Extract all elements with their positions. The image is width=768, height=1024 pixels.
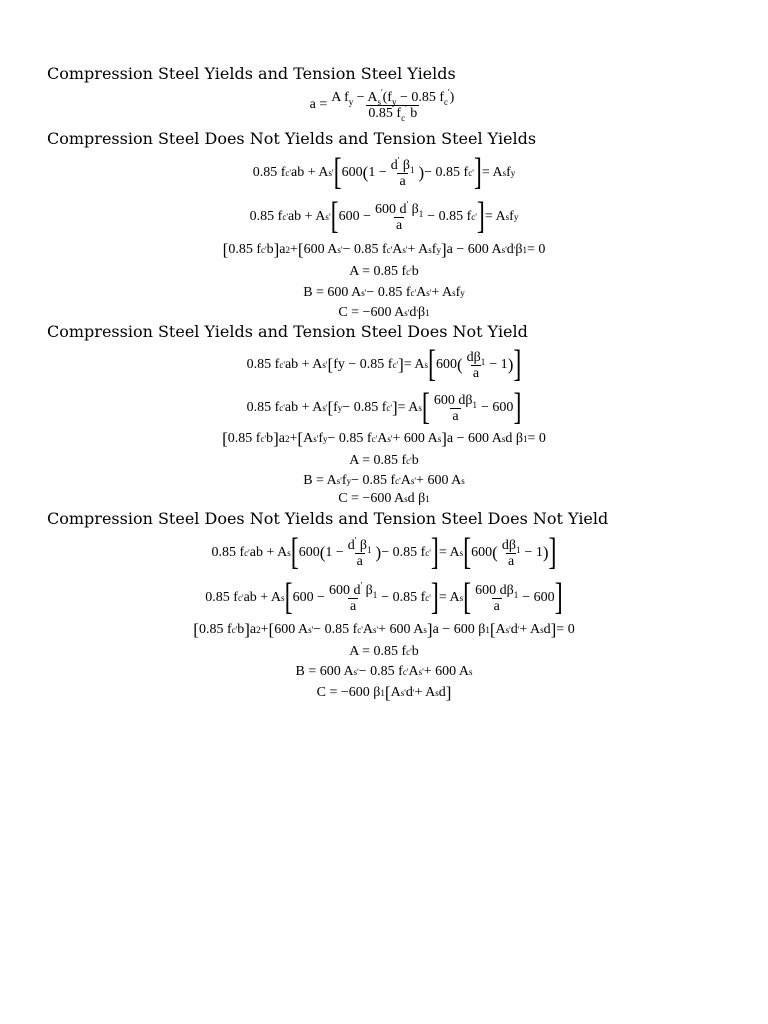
coefficient-a: A = 0.85 f c ' b	[349, 453, 419, 468]
coefficient-a: A = 0.85 f c ' b	[349, 644, 419, 659]
coefficient-c: C = −600 β 1 [ A s ' d ' + A s d ]	[316, 683, 452, 702]
equation-equilibrium: 0.85 f c ' ab + A s ' [ 600 ( 1 − $\frac{d' \beta_1}{a}$ ) − 0.85 f c ' ] = A s f y	[252, 152, 516, 194]
equation-equilibrium-expanded: 0.85 f c ' ab + A s [ 600 − $\frac{600 d' \beta_1}{a}$ − 0.85 f c ' ] = A s [ $\frac{600 d\beta_1}{a}$ − 600 ]	[205, 577, 563, 619]
coefficient-a: A = 0.85 f c ' b	[349, 264, 419, 279]
coefficient-b: B = 600 A s ' − 0.85 f c ' A s ' + A s f y	[303, 285, 465, 300]
equation-quadratic: [ 0.85 f c ' b ] a 2 + [ 600 A s ' − 0.85 f c ' A s ' + 600 A s ] a − 600 β 1 [ A s ' d ' + A s d ] = 0	[193, 620, 575, 639]
equation-depth-a: a = $\frac{A f_y - A_s'(f_y - 0.85 f_c')}{0.85 f_c' b}$	[309, 86, 455, 123]
equation-equilibrium: 0.85 f c ' ab + A s ' [ fy − 0.85 f c ' ] = A s [ 600 ( $\frac{d\beta_1}{a}$ − 1 ) ]	[246, 344, 522, 386]
equation-quadratic: [ 0.85 f c ' b ] a 2 + [ A s ' f y − 0.85 f c ' A s ' + 600 A s ] a − 600 A s d β 1 = 0	[222, 429, 546, 448]
coefficient-c: C = −600 A s ' d ' β 1	[338, 305, 430, 320]
section-heading: Compression Steel Yields and Tension Steel Does Not Yield	[47, 322, 528, 341]
coefficient-b: B = 600 A s ' − 0.85 f c ' A s ' + 600 A s	[295, 664, 473, 679]
section-heading: Compression Steel Does Not Yields and Tension Steel Yields	[47, 129, 537, 148]
coefficient-b: B = A s ' f y − 0.85 f c ' A s ' + 600 A s	[303, 473, 465, 488]
equation-equilibrium: 0.85 f c ' ab + A s [ 600 ( 1 − $\frac{d' \beta_1}{a}$ ) − 0.85 f c ' ] = A s [ 600 ( $\frac{d\beta_1}{a}$ − 1 ) ]	[211, 532, 557, 574]
section-heading: Compression Steel Does Not Yields and Tension Steel Does Not Yield	[47, 509, 609, 528]
section-heading: Compression Steel Yields and Tension Steel Yields	[47, 64, 456, 83]
equation-equilibrium-expanded: 0.85 f c ' ab + A s ' [ f y − 0.85 f c ' ] = A s [ $\frac{600 d\beta_1}{a}$ − 600 ]	[246, 387, 522, 429]
equation-quadratic: [ 0.85 f c ' b ] a 2 + [ 600 A s ' − 0.85 f c ' A s ' + A s f y ] a − 600 A s ' d ' β 1 = 0	[222, 240, 546, 259]
equation-equilibrium-expanded: 0.85 f c ' ab + A s ' [ 600 − $\frac{600 d' \beta_1}{a}$ − 0.85 f c ' ] = A s f y	[249, 196, 519, 238]
coefficient-c: C = −600 A s d β 1	[338, 491, 430, 506]
